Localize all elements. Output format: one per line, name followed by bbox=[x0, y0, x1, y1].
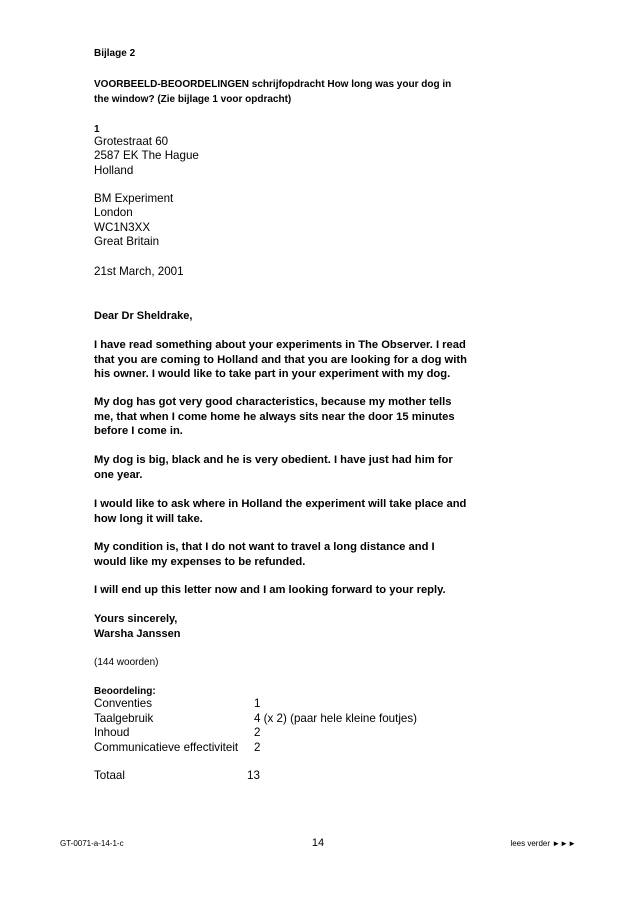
paragraph-line: that you are coming to Holland and that you are looking for a dog with bbox=[94, 353, 467, 366]
address-line: Grotestraat 60 bbox=[94, 135, 169, 148]
letter-paragraph bbox=[94, 395, 455, 439]
total-label: Totaal bbox=[94, 769, 125, 782]
address-line: WC1N3XX bbox=[94, 220, 151, 234]
criterion-label: Taalgebruik bbox=[94, 712, 154, 725]
assessment-heading: Beoordeling: bbox=[94, 686, 156, 697]
paragraph-line: his owner. I would like to take part in your experiment with my dog. bbox=[94, 368, 451, 381]
paragraph-line: would like my expenses to be refunded. bbox=[94, 555, 306, 568]
address-line: Great Britain bbox=[94, 235, 160, 249]
paragraph-line: My dog has got very good characteristics, because my mother tells bbox=[94, 396, 452, 408]
continue-indicator: lees verder ►►► bbox=[510, 839, 576, 848]
paragraph-line: how long it will take. bbox=[94, 512, 203, 525]
example-number: 1 bbox=[94, 124, 100, 135]
closing-line: Yours sincerely, bbox=[94, 613, 178, 625]
criterion-score: 1 bbox=[254, 697, 261, 710]
paragraph-line: one year. bbox=[94, 468, 143, 481]
paragraph-line: My dog is big, black and he is very obedient. I have just had him for bbox=[94, 454, 453, 466]
letter-closing bbox=[94, 612, 180, 641]
criterion-label: Communicatieve effectiviteit bbox=[94, 741, 239, 754]
document-code: GT-0071-a-14-1-c bbox=[60, 839, 124, 848]
criterion-score: 4 (x 2) (paar hele kleine foutjes) bbox=[254, 712, 418, 725]
letter-paragraph bbox=[94, 497, 466, 526]
criterion-label: Inhoud bbox=[94, 726, 130, 739]
page-number: 14 bbox=[311, 837, 325, 849]
letter-date: 21st March, 2001 bbox=[94, 265, 184, 278]
address-line: London bbox=[94, 206, 133, 220]
letter-paragraph bbox=[94, 453, 453, 482]
paragraph-line: I would like to ask where in Holland the experiment will take place and bbox=[94, 498, 467, 510]
address-line: BM Experiment bbox=[94, 192, 174, 205]
salutation: Dear Dr Sheldrake, bbox=[94, 310, 193, 322]
address-line: 2587 EK The Hague bbox=[94, 149, 199, 163]
criterion-score: 2 bbox=[254, 726, 261, 739]
letter-paragraph bbox=[94, 540, 435, 569]
address-line: Holland bbox=[94, 163, 134, 177]
paragraph-line: me, that when I come home he always sits near the door 15 minutes bbox=[94, 410, 455, 423]
document-title bbox=[94, 77, 451, 107]
letter-paragraph bbox=[94, 338, 467, 382]
word-count: (144 woorden) bbox=[94, 657, 159, 668]
paragraph-line: My condition is, that I do not want to travel a long distance and I bbox=[94, 541, 435, 553]
appendix-label: Bijlage 2 bbox=[94, 48, 136, 59]
letter-paragraph bbox=[94, 583, 446, 598]
title-line: VOORBEELD-BEOORDELINGEN schrijfopdracht How long was your dog in bbox=[94, 79, 452, 90]
total-score: 13 bbox=[247, 769, 260, 782]
sender-address bbox=[94, 135, 199, 178]
criterion-score: 2 bbox=[254, 741, 261, 754]
paragraph-line: I will end up this letter now and I am looking forward to your reply. bbox=[94, 584, 446, 596]
paragraph-line: before I come in. bbox=[94, 425, 183, 438]
paragraph-line: I have read something about your experiments in The Observer. I read bbox=[94, 339, 466, 351]
title-line: the window? (Zie bijlage 1 voor opdracht) bbox=[94, 94, 292, 105]
signature: Warsha Janssen bbox=[94, 627, 181, 640]
criterion-label: Conventies bbox=[94, 697, 153, 710]
recipient-address bbox=[94, 192, 173, 250]
